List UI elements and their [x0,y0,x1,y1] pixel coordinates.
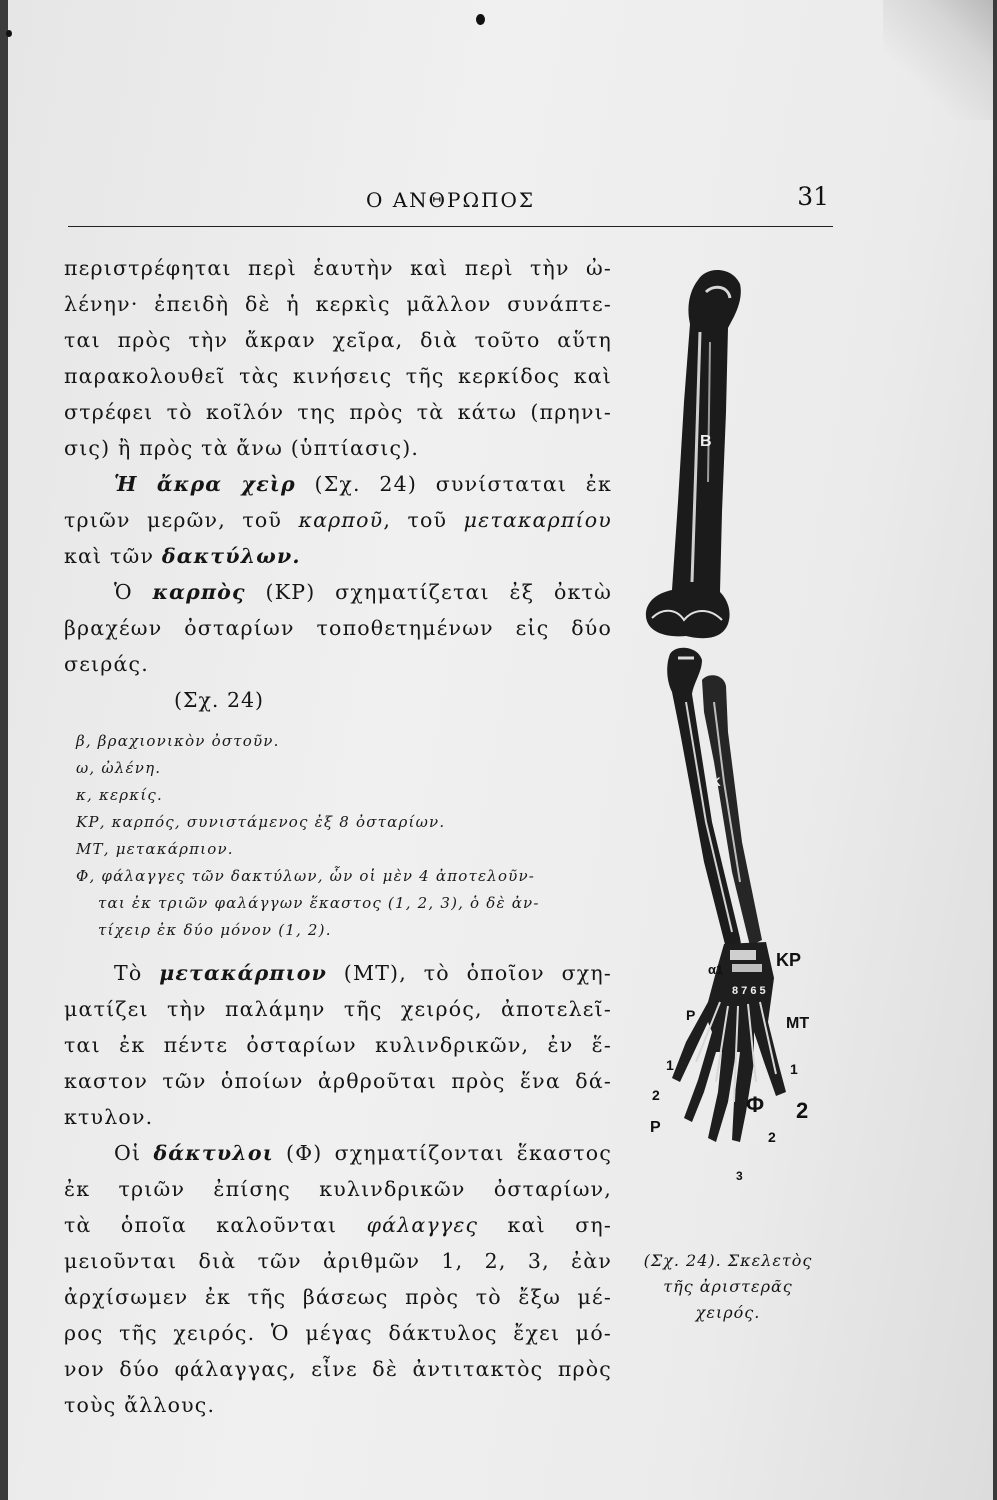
text-line [64,538,612,574]
figure-legend [76,728,616,944]
caption-line: (Σχ. 24). Σκελετὸς [643,1251,813,1270]
label-1b: 1 [790,1061,798,1077]
text-line: περιστρέφηται περὶ ἑαυτὴν καὶ περὶ τὴν ὠ- [64,256,612,280]
label-2a: 2 [652,1087,660,1103]
legend-item: ΜΤ, μετακάρπιον. [76,840,234,858]
text-run: Τὸ [114,961,160,985]
text-line: τοὺς ἄλλους. [64,1393,216,1417]
ink-spot [476,14,485,25]
text-line: λένην· ἐπειδὴ δὲ ἡ κερκὶς μᾶλλον συνάπτε- [64,292,612,316]
label-2c: 2 [796,1098,809,1123]
running-header [68,182,833,227]
label-kr: ΚΡ [776,950,802,970]
figure-caption [628,1248,828,1326]
text-line: ρος τῆς χειρός. Ὁ μέγας δάκτυλος ἔχει μό- [64,1321,612,1345]
bold-term: δάκτυλοι [153,1141,274,1165]
text-run: (ΜΤ), τὸ ὁποῖον σχη- [327,961,612,985]
text-line: σις) ἢ πρὸς τὰ ἄνω (ὑπτίασις). [64,436,420,460]
text-line [64,955,612,991]
text-line: μειοῦνται διὰ τῶν ἀριθμῶν 1, 2, 3, ἐὰν [64,1249,612,1273]
text-line: σειράς. [64,652,149,676]
label-3: 3 [736,1169,743,1182]
text-run: καὶ ση- [478,1213,612,1237]
legend-item: ται ἐκ τριῶν φαλάγγων ἕκαστος (1, 2, 3), ὁ δὲ ἀν- [98,894,540,912]
text-line: ται πρὸς τὴν ἄκραν χεῖρα, διὰ τοῦτο αὕτη [64,328,612,352]
text-line: καστον τῶν ὁποίων ἀρθροῦται πρὸς ἕνα δά- [64,1069,612,1093]
label-k: K [712,775,721,789]
text-run: καὶ τῶν [64,544,162,568]
page-number: 31 [797,182,829,211]
ink-spot [6,30,12,37]
text-run: (Φ) σχηματίζονται ἕκαστος [273,1141,612,1165]
hand-bones [672,942,786,1142]
label-a1: α1 [708,962,724,977]
figure-reference: (Σχ. 24) [174,688,265,712]
text-line [64,466,612,502]
text-run: τὰ ὁποῖα καλοῦνται [64,1213,367,1237]
text-line: ματίζει τὴν παλάμην τῆς χειρός, ἀποτελεῖ- [64,997,612,1021]
legend-item: ΚΡ, καρπός, συνιστάμενος ἐξ 8 ὀσταρίων. [76,813,446,831]
text-line: παρακολουθεῖ τὰς κινήσεις τῆς κερκίδος καὶ [64,364,612,388]
text-run: , τοῦ [383,508,464,532]
label-carpals: 8 7 6 5 [732,985,766,997]
legend-item: τίχειρ ἐκ δύο μόνον (1, 2). [98,921,332,939]
arm-skeleton-illustration [636,262,826,1182]
text-run: (ΚΡ) σχηματίζεται ἐξ ὀκτὼ [245,580,612,604]
running-title: Ο ΑΝΘΡΩΠΟΣ [365,188,536,212]
label-2b: 2 [768,1129,776,1145]
text-run: (Σχ. 24) συνίσταται ἐκ [295,472,612,496]
text-run: Ὁ [114,580,153,604]
text-line: ἐκ τριῶν ἐπίσης κυλινδρικῶν ὀσταρίων, [64,1177,612,1201]
text-line [64,1135,612,1171]
label-mt: ΜΤ [786,1015,810,1032]
label-1a: 1 [666,1057,674,1073]
bold-term: Ἡ ἄκρα χεὶρ [114,472,296,496]
legend-item: ω, ὠλένη. [76,759,162,777]
label-p2: Ρ [650,1119,661,1136]
text-line [64,502,612,538]
text-line: στρέφει τὸ κοῖλόν της πρὸς τὰ κάτω (πρηνι- [64,400,612,424]
bold-term: μετακάρπιον [159,961,328,985]
legend-item: β, βραχιονικὸν ὀστοῦν. [76,732,280,750]
forearm-bones [667,648,762,964]
bold-term: δακτύλων. [161,544,301,568]
legend-item: κ, κερκίς. [76,786,163,804]
text-line: ται ἐκ πέντε ὀσταρίων κυλινδρικῶν, ἐν ἕ- [64,1033,612,1057]
label-phi: Φ [746,1092,765,1117]
label-b: B [700,433,712,450]
bold-term: καρπὸς [152,580,246,604]
body-text-continued [64,955,612,1423]
text-line [64,1207,612,1243]
text-run: τριῶν μερῶν, τοῦ [64,508,299,532]
text-line: νον δύο φάλαγγας, εἶνε δὲ ἀντιτακτὸς πρὸς [64,1357,612,1381]
text-line: κτυλον. [64,1105,154,1129]
body-text [64,250,612,718]
italic-term: μετακαρπίου [463,508,612,532]
text-line: βραχέων ὀσταρίων τοποθετημένων εἰς δύο [64,616,612,640]
caption-line: τῆς ἀριστερᾶς [663,1277,793,1296]
caption-line: χειρός. [695,1303,761,1322]
text-run: Οἱ [114,1141,154,1165]
humerus-bone [646,270,741,638]
italic-term: καρποῦ [298,508,384,532]
text-line: ἀρχίσωμεν ἐκ τῆς βάσεως πρὸς τὸ ἔξω μέ- [64,1285,612,1309]
text-line [64,574,612,610]
italic-term: φάλαγγες [366,1213,479,1237]
legend-item: Φ, φάλαγγες τῶν δακτύλων, ὧν οἱ μὲν 4 ἀποτελοῦν- [76,867,536,885]
label-p1: Ρ [686,1007,696,1023]
